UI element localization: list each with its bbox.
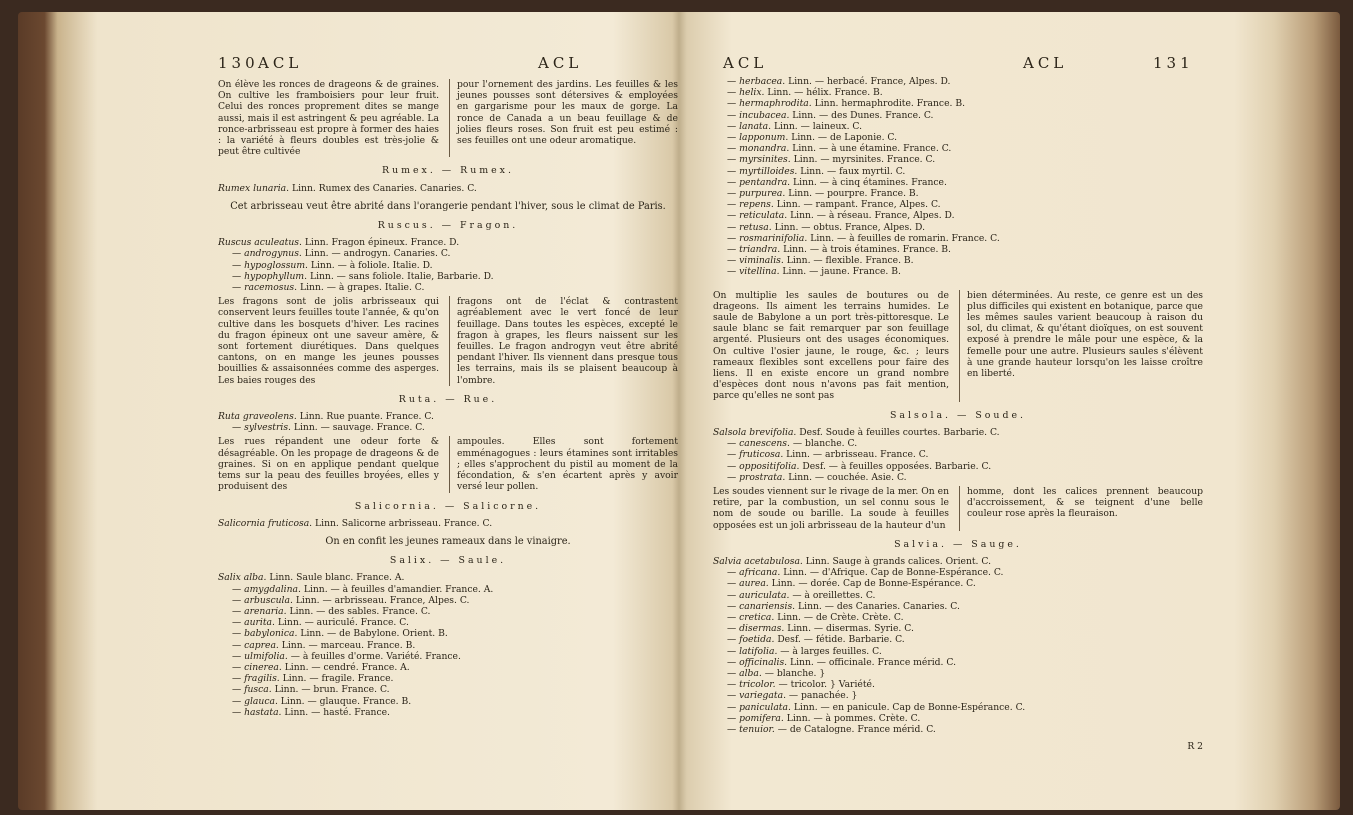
left-page: [218, 52, 678, 792]
salsola-entry: — oppositifolia. Desf. — à feuilles opposées. Barbarie. C.: [727, 460, 992, 472]
salvia-entry: Salvia acetabulosa. Linn. Sauge à grands calices. Orient. C.: [713, 555, 992, 567]
salsola-title: Salsola. — Soude.: [889, 409, 1026, 421]
ruscus-entry: Ruscus aculeatus. Linn. Fragon épineux. France. D.: [218, 237, 460, 249]
ruta-col-2: ampoules. Elles sont fortement emménagogues : leurs étamines sont irritables ; elles s'approchent du pistil au moment de la fécondation, & s'en écartent après y avoir versé leur pollen.: [449, 436, 678, 492]
salvia-entry: — variegata. — panachée. }: [727, 690, 858, 702]
salsola-columns: [713, 486, 1203, 531]
salix-title: Salix. — Saule.: [389, 555, 507, 567]
salix-cont-entry: — myrsinites. Linn. — myrsinites. France. C.: [727, 154, 936, 166]
salix-cont-entry: — retusa. Linn. — obtus. France, Alpes. D.: [727, 221, 925, 233]
rumex-note: Cet arbrisseau veut être abrité dans l'orangerie pendant l'hiver, sous le climat de Paris.: [230, 200, 666, 212]
salvia-entry: — alba. — blanche. }: [727, 667, 826, 679]
salvia-entry: — officinalis. Linn. — officinale. France mérid. C.: [727, 656, 957, 668]
salvia-entry: — paniculata. Linn. — en panicule. Cap de Bonne-Espérance. C.: [727, 701, 1026, 713]
ruscus-entry: — racemosus. Linn. — à grapes. Italie. C.: [232, 282, 425, 294]
salix-entry: — caprea. Linn. — marceau. France. B.: [232, 639, 416, 651]
ruta-title: Ruta. — Rue.: [398, 393, 498, 405]
ruscus-entry: — androgynus. Linn. — androgyn. Canaries. C.: [232, 248, 451, 260]
salix-cont-entry: — hermaphrodita. Linn. hermaphrodite. France. B.: [727, 98, 966, 110]
ruta-entry: — sylvestris. Linn. — sauvage. France. C.: [232, 422, 425, 434]
salsola-entry: — prostrata. Linn. — couchée. Asie. C.: [727, 471, 907, 483]
salix-cont-entry: — pentandra. Linn. — à cinq étamines. France.: [727, 176, 947, 188]
ruscus-entry: — hypoglossum. Linn. — à foliole. Italie. D.: [232, 259, 433, 271]
salix-entry: — ulmifolia. — à feuilles d'orme. Variété. France.: [232, 650, 461, 662]
left-head-word-2: ACL: [538, 54, 583, 72]
ruscus-col-1: Les fragons sont de jolis arbrisseaux qui conservent leurs feuilles toute l'année, & qu'on cultive dans les bosquets d'hiver. Les racines du fragon épineux ont une saveur amère, & sont fortement diurétiques. Dans quelques cantons, on en mange les jeunes pousses bouillies & assaisonnées comme des asperges. Les baies rouges des: [218, 296, 439, 386]
salsola-col-1: Les soudes viennent sur le rivage de la mer. On en retire, par la combustion, un sel connu sous le nom de soude ou barille. La soude à feuilles opposées est un joli arbrisseau de la hauteur d'un: [713, 485, 949, 531]
ruscus-col-2: fragons ont de l'éclat & contrastent agréablement avec le vert foncé de leur feuillage. Dans toutes les espèces, excepté le fragon à grapes, les fleurs naissent sur les feuilles. Le fragon androgyn veut être abrité pendant l'hiver. Ils viennent dans presque tous les terrains, mais ils se plaisent beaucoup à l'ombre.: [449, 296, 678, 386]
intro-col-2: pour l'ornement des jardins. Les feuilles & les jeunes pousses sont détersives & employées en gargarisme pour les maux de gorge. La ronce de Canada a un beau feuillage & de jolies fleurs roses. Son fruit est peu estimé : ses feuilles ont une odeur aromatique.: [449, 79, 678, 157]
salix-cont-entry: — lapponum. Linn. — de Laponie. C.: [727, 132, 898, 144]
ruscus-entry: — hypophyllum. Linn. — sans foliole. Italie, Barbarie. D.: [232, 270, 494, 282]
salvia-entry: — tenuior. — de Catalogne. France mérid. C.: [727, 723, 936, 735]
salix-cont-entry: — viminalis. Linn. — flexible. France. B.: [727, 255, 914, 267]
salicornia-note: On en confit les jeunes rameaux dans le vinaigre.: [325, 535, 571, 547]
salsola-entry: — fruticosa. Linn. — arbrisseau. France. C.: [727, 449, 929, 461]
salvia-entry: — tricolor. — tricolor. } Variété.: [727, 679, 875, 691]
salix-entry: — cinerea. Linn. — cendré. France. A.: [232, 661, 410, 673]
salix-entry: — fusca. Linn. — brun. France. C.: [232, 684, 390, 696]
left-running-head: [218, 52, 678, 76]
salix-entry: — aurita. Linn. — auriculé. France. C.: [232, 617, 409, 629]
intro-col-1: On élève les ronces de drageons & de graines. On cultive les framboisiers pour leur fruit. Celui des ronces proprement dites se mange aussi, mais il est astringent & peu agréable. La ronce-arbrisseau est propre à former des haies : la variété à fleurs doubles est très-jolie & peut être cultivée: [218, 79, 439, 158]
right-head-word-2: ACL: [1023, 54, 1068, 72]
salix-entry: — arenaria. Linn. — des sables. France. C.: [232, 605, 431, 617]
left-page-number: 130: [218, 54, 259, 72]
rumex-title: Rumex. — Rumex.: [382, 165, 514, 177]
salix-cont-entry: — triandra. Linn. — à trois étamines. France. B.: [727, 244, 951, 256]
salix-text-columns: [713, 290, 1203, 402]
salix-cont-entry: — reticulata. Linn. — à réseau. France, Alpes. D.: [727, 210, 955, 222]
ruta-entry: Ruta graveolens. Linn. Rue puante. France. C.: [218, 411, 434, 423]
salvia-entry: — foetida. Desf. — fétide. Barbarie. C.: [727, 634, 905, 646]
salix-entry: — babylonica. Linn. — de Babylone. Orient. B.: [232, 628, 448, 640]
salsola-entry: — canescens. — blanche. C.: [727, 438, 858, 450]
salvia-entry: — latifolia. — à larges feuilles. C.: [727, 645, 882, 657]
salvia-entry: — disermas. Linn. — disermas. Syrie. C.: [727, 623, 914, 635]
salix-cont-entry: — vitellina. Linn. — jaune. France. B.: [727, 266, 901, 278]
left-head-word: ACL: [258, 54, 303, 72]
book-spread: [18, 12, 1340, 810]
salicornia-title: Salicornia. — Salicorne.: [354, 500, 542, 512]
salix-entry: — glauca. Linn. — glauque. France. B.: [232, 695, 412, 707]
salix-cont-entry: — monandra. Linn. — à une étamine. France. C.: [727, 143, 952, 155]
salvia-entry: — canariensis. Linn. — des Canaries. Canaries. C.: [727, 600, 960, 612]
right-head-word: ACL: [723, 54, 768, 72]
salvia-entry: — auriculata. — à oreillettes. C.: [727, 589, 876, 601]
salix-entry: Salix alba. Linn. Saule blanc. France. A.: [218, 572, 405, 584]
salvia-entry: — cretica. Linn. — de Crète. Crète. C.: [727, 611, 904, 623]
salix-entry: — arbuscula. Linn. — arbrisseau. France, Alpes. C.: [232, 594, 470, 606]
signature-mark: R 2: [1187, 741, 1203, 753]
right-running-head: [713, 52, 1203, 76]
salsola-col-2: homme, dont les calices prennent beaucoup d'accroissement, & se teignent d'une belle couleur rose après la fleuraison.: [959, 486, 1203, 531]
salix-entry: — amygdalina. Linn. — à feuilles d'amandier. France. A.: [232, 583, 494, 595]
salix-cont-entry: — myrtilloides. Linn. — faux myrtil. C.: [727, 165, 906, 177]
ruscus-columns: [218, 296, 678, 386]
salix-cont-entry: — lanata. Linn. — laineux. C.: [727, 120, 863, 132]
salix-cont-entry: — helix. Linn. — hélix. France. B.: [727, 87, 883, 99]
salix-cont-entry: — incubacea. Linn. — des Dunes. France. C.: [727, 109, 934, 121]
salix-text-col-2: bien déterminées. Au reste, ce genre est un des plus difficiles qui existent en botanique, parce que les mêmes saules varient beaucoup à raison du sol, du climat, & qu'étant dioïques, on est souvent exposé à prendre le mâle pour une espèce, & la femelle pour une autre. Plusieurs saules s'élèvent à une grande hauteur lorsqu'on les laisse croître en liberté.: [959, 290, 1203, 402]
salix-cont-entry: — repens. Linn. — rampant. France, Alpes. C.: [727, 199, 941, 211]
right-page: [713, 52, 1203, 792]
ruta-col-1: Les rues répandent une odeur forte & désagréable. On les propage de drageons & de graines. Si on en applique pendant quelque tems sur la peau des feuilles broyées, elles y produisent des: [218, 436, 439, 493]
salsola-entry: Salsola brevifolia. Desf. Soude à feuilles courtes. Barbarie. C.: [713, 426, 1000, 438]
salvia-entry: — africana. Linn. — d'Afrique. Cap de Bonne-Espérance. C.: [727, 567, 1004, 579]
salvia-title: Salvia. — Sauge.: [894, 538, 1022, 550]
ruscus-title: Ruscus. — Fragon.: [377, 220, 519, 232]
salix-text-col-1: On multiplie les saules de boutures ou de drageons. Ils aiment les terrains humides. Le saule de Babylone a un port très-pittoresque. Le saule blanc se fait remarquer par son feuillage argenté. Plusieurs ont des usages économiques. On cultive l'osier jaune, le rouge, &c. ; leurs rameaux flexibles sont excellens pour faire des liens. Il en existe encore un grand nombre d'espèces dont nous n'avons pas fait mention, parce qu'elles ne sont pas: [713, 289, 949, 402]
salvia-entry: — pomifera. Linn. — à pommes. Crète. C.: [727, 712, 921, 724]
intro-columns: [218, 79, 678, 157]
ruta-columns: [218, 436, 678, 492]
salvia-entry: — aurea. Linn. — dorée. Cap de Bonne-Espérance. C.: [727, 578, 976, 590]
right-page-number: 131: [1153, 54, 1194, 72]
salicornia-entry: Salicornia fruticosa. Linn. Salicorne arbrisseau. France. C.: [218, 517, 493, 529]
salix-entry: — fragilis. Linn. — fragile. France.: [232, 673, 394, 685]
salix-cont-entry: — herbacea. Linn. — herbacé. France, Alpes. D.: [727, 76, 951, 87]
rumex-entry: Rumex lunaria. Linn. Rumex des Canaries. Canaries. C.: [218, 182, 477, 194]
salix-cont-entry: — purpurea. Linn. — pourpre. France. B.: [727, 188, 919, 200]
salix-entry: — hastata. Linn. — hasté. France.: [232, 706, 390, 718]
salix-cont-entry: — rosmarinifolia. Linn. — à feuilles de romarin. France. C.: [727, 232, 1000, 244]
